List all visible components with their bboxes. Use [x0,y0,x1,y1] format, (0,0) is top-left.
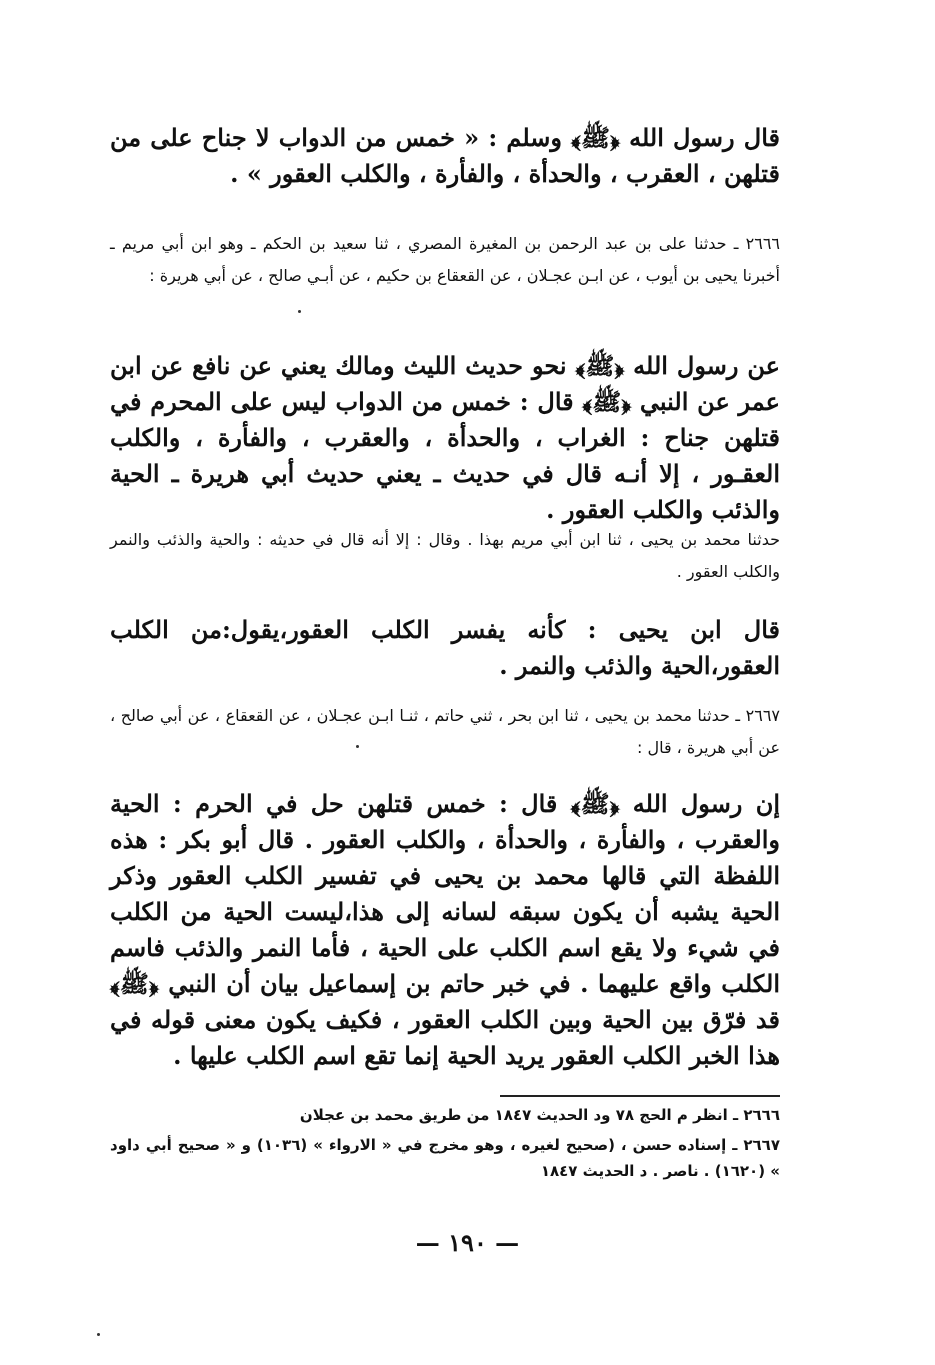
hadith-text-1: قال رسول الله ﴿ﷺ﴾ وسلم : « خمس من الدواب لا جناح على من قتلهن ، العقرب ، والحدأة ، والفأرة ، والكلب العقور » . [110,123,780,188]
isnad-2667: ٢٦٦٧ ـ حدثنا محمد بن يحيى ، ثنا ابن بحر ، ثني حاتم ، ثنـا ابـن عجـلان ، عن القعقاع ، عن أبي صالح ، عن أبي هريرة ، قال : [110,706,780,757]
scan-speck [356,745,359,748]
scan-speck [298,310,301,313]
footnote-2667: ٢٦٦٧ ـ إسناده حسن ، (صحيح لغيره ، وهو مخرج في « الارواء » (١٠٣٦) و « صحيح أبي داود » (١٦٢٠) . ناصر . د الحديث ١٨٤٧ [110,1136,780,1180]
hadith-text-2667: إن رسول الله ﴿ﷺ﴾ قال : خمس قتلهن حل في الحرم : الحية والعقرب ، والفأرة ، والحدأة ، والكلب العقور . قال أبو بكر : هذه اللفظة التي قالها محمد بن يحيى في تفسير الكلب العقور وذكر الحية يشبه أن يكون سبقه لسانه إلى هذا،ليست الحية من الكلب في شيء ولا يقع اسم الكلب على الحية ، فأما النمر والذئب فاسم الكلب واقع عليهما . في خبر حاتم بن إسماعيل بيان أن النبي ﴿ﷺ﴾ قد فرّق بين الحية وبين الكلب العقور ، فكيف يكون معنى قوله في هذا الخبر الكلب العقور يريد الحية إنما تقع اسم الكلب عليها . [110,789,780,1070]
isnad-variant: حدثنا محمد بن يحيى ، ثنا ابن أبي مريم بهذا . وقال : إلا أنه قال في حديثه : والحية والذئب والنمر والكلب العقور . [110,530,780,581]
scan-speck [97,1333,100,1336]
page-number: — ١٩٠ — [415,1228,520,1257]
hadith-text-2666: عن رسول الله ﴿ﷺ﴾ نحو حديث الليث ومالك يعني عن نافع عن ابن عمر عن النبي ﴿ﷺ﴾ قال : خمس من الدواب ليس على المحرم في قتلهن جناح : الغراب ، والحدأة ، والعقرب ، والفأرة ، والكلب العقـور ، إلا أنـه قال في حديث ـ يعني حديث أبي هريرة ـ الحية والذئب والكلب العقور . [110,351,780,524]
ibn-yahya-comment: قال ابن يحيى : كأنه يفسر الكلب العقور،يقول:من الكلب العقور،الحية والذئب والنمر . [110,615,780,680]
footnote-divider [500,1095,780,1097]
isnad-2666: ٢٦٦٦ ـ حدثنا على بن عبد الرحمن بن المغيرة المصري ، ثنا سعيد بن الحكم ـ وهو ابن أبي مريم ـ أخبرنا يحيى بن أيوب ، عن ابـن عجـلان ، عن القعقاع بن حكيم ، عن أبـي صالح ، عن أبي هريرة : [110,234,780,285]
footnote-2666: ٢٦٦٦ ـ انظر م الحج ٧٨ ود الحديث ١٨٤٧ من طريق محمد بن عجلان [299,1106,780,1124]
